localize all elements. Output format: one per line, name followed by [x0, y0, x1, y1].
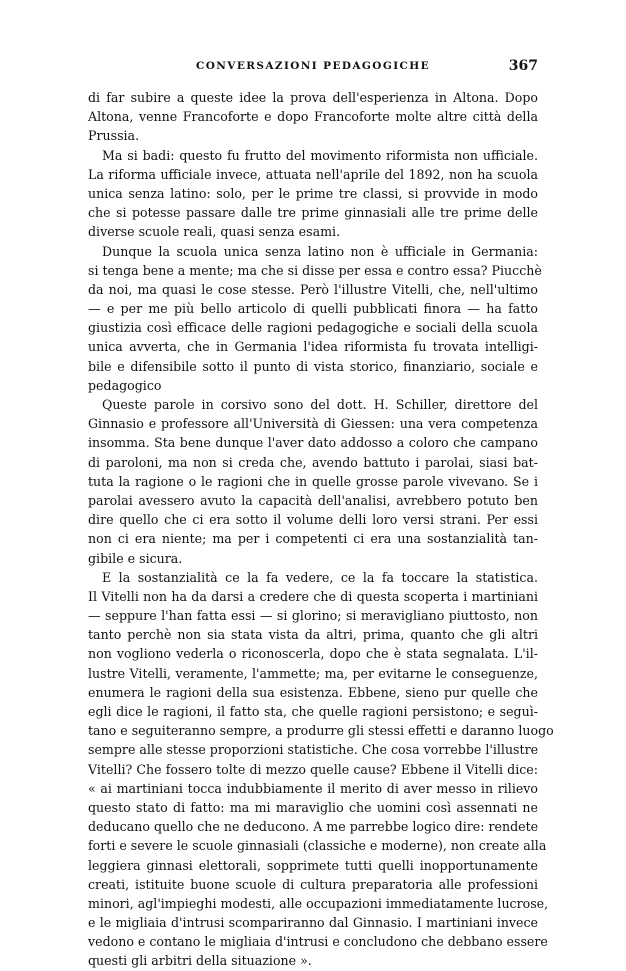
text-line: La riforma ufficiale invece, attuata nell'aprile del 1892, non ha scuola [88, 166, 538, 182]
text-line: pedagogico [88, 377, 162, 393]
text-line: questi gli arbitri della situazione ». [88, 953, 312, 969]
text-line: enumera le ragioni della sua esistenza. Ebbene, sieno pur quelle che [88, 684, 538, 700]
text-line: di far subire a queste idee la prova dell'esperienza in Altona. Dopo [88, 90, 538, 105]
text-line: Ma si badi: questo fu frutto del movimento riformista non ufficiale. [102, 147, 538, 163]
text-line: — seppure l'han fatta essi — si glorino; si meravigliano piuttosto, non [88, 608, 538, 624]
text-line: Ginnasio e professore all'Università di Giessen: una vera competenza [88, 416, 538, 432]
text-line: minori, agl'impieghi modesti, alle occupazioni immediatamente lucrose, [88, 895, 549, 911]
text-line: Dunque la scuola unica senza latino non è ufficiale in Germania: [102, 243, 538, 259]
text-line: egli dice le ragioni, il fatto sta, che quelle ragioni persistono; e seguì- [88, 704, 538, 719]
running-head [88, 60, 538, 80]
text-line: creati, istituite buone scuole di cultura preparatoria alle professioni [88, 876, 538, 892]
text-line: Altona, venne Francoforte e dopo Francoforte molte altre città della [88, 109, 538, 125]
text-line: e le migliaia d'intrusi scompariranno dal Ginnasio. I martiniani invece [88, 915, 538, 931]
text-line: questo stato di fatto: ma mi maraviglio che uomini così assennati ne [88, 799, 538, 815]
text-line: che si potesse passare dalle tre prime ginnasiali alle tre prime delle [88, 205, 538, 221]
text-line: « ai martiniani tocca indubbiamente il merito di aver messo in rilievo [88, 780, 538, 796]
running-title: CONVERSAZIONI PEDAGOGICHE [195, 60, 431, 72]
text-line: giustizia così efficace delle ragioni pedagogiche e sociali della scuola [88, 320, 538, 336]
text-line: lustre Vitelli, veramente, l'ammette; ma, per evitarne le conseguenze, [88, 665, 538, 681]
text-line: Prussia. [88, 128, 140, 144]
text-line: unica avverta, che in Germania l'idea riformista fu trovata intelligi- [88, 339, 538, 355]
text-line: tanto perchè non sia stata vista da altri, prima, quanto che gli altri [88, 627, 538, 643]
text-line: di paroloni, ma non si creda che, avendo battuto i parolai, siasi bat- [88, 454, 538, 470]
body-text [88, 88, 554, 971]
text-line: gibile e sicura. [88, 550, 183, 566]
text-line: Queste parole in corsivo sono del dott. H. Schiller, direttore del [102, 397, 538, 412]
text-line: diverse scuole reali, quasi senza esami. [88, 224, 341, 240]
text-line: tano e seguiteranno sempre, a produrre gli stessi effetti e daranno luogo [88, 723, 554, 739]
text-line: tuta la ragione o le ragioni che in quelle grosse parole vivevano. Se i [88, 473, 538, 489]
text-line: non vogliono vederla o riconoscerla, dopo che è stata segnalata. L'il- [88, 646, 538, 662]
text-line: insomma. Sta bene dunque l'aver dato addosso a coloro che campano [88, 435, 538, 451]
text-line: sempre alle stesse proporzioni statistiche. Che cosa vorrebbe l'illustre [88, 742, 539, 758]
text-line: non ci era niente; ma per i competenti ci era una sostanzialità tan- [88, 531, 538, 547]
text-line: bile e difensibile sotto il punto di vista storico, finanziario, sociale e [88, 358, 538, 374]
page-number: 367 [508, 58, 538, 74]
text-line: parolai avessero avuto la capacità dell'analisi, avrebbero potuto ben [88, 492, 538, 508]
text-line: unica senza latino: solo, per le prime tre classi, si provvide in modo [88, 185, 538, 201]
text-line: deducano quello che ne deducono. A me parrebbe logico dire: rendete [88, 819, 539, 835]
text-line: dire quello che ci era sotto il volume delli loro versi strani. Per essi [88, 512, 538, 528]
text-line: si tenga bene a mente; ma che si disse per essa e contro essa? Piucchè [88, 262, 542, 278]
text-line: leggiera ginnasi elettorali, sopprimete tutti quelli inopportunamente [88, 857, 538, 873]
text-line: E la sostanzialità ce la fa vedere, ce la fa toccare la statistica. [102, 569, 538, 585]
text-line: da noi, ma quasi le cose stesse. Però l'illustre Vitelli, che, nell'ultimo [88, 281, 538, 297]
text-line: vedono e contano le migliaia d'intrusi e concludono che debbano essere [88, 934, 548, 950]
text-line: Vitelli? Che fossero tolte di mezzo quelle cause? Ebbene il Vitelli dice: [88, 761, 538, 777]
text-line: Il Vitelli non ha da darsi a credere che di questa scoperta i martiniani [88, 588, 538, 604]
text-line: — e per me più bello articolo di quelli pubblicati finora — ha fatto [88, 301, 538, 317]
text-line: forti e severe le scuole ginnasiali (classiche e moderne), non create alla [88, 838, 547, 854]
